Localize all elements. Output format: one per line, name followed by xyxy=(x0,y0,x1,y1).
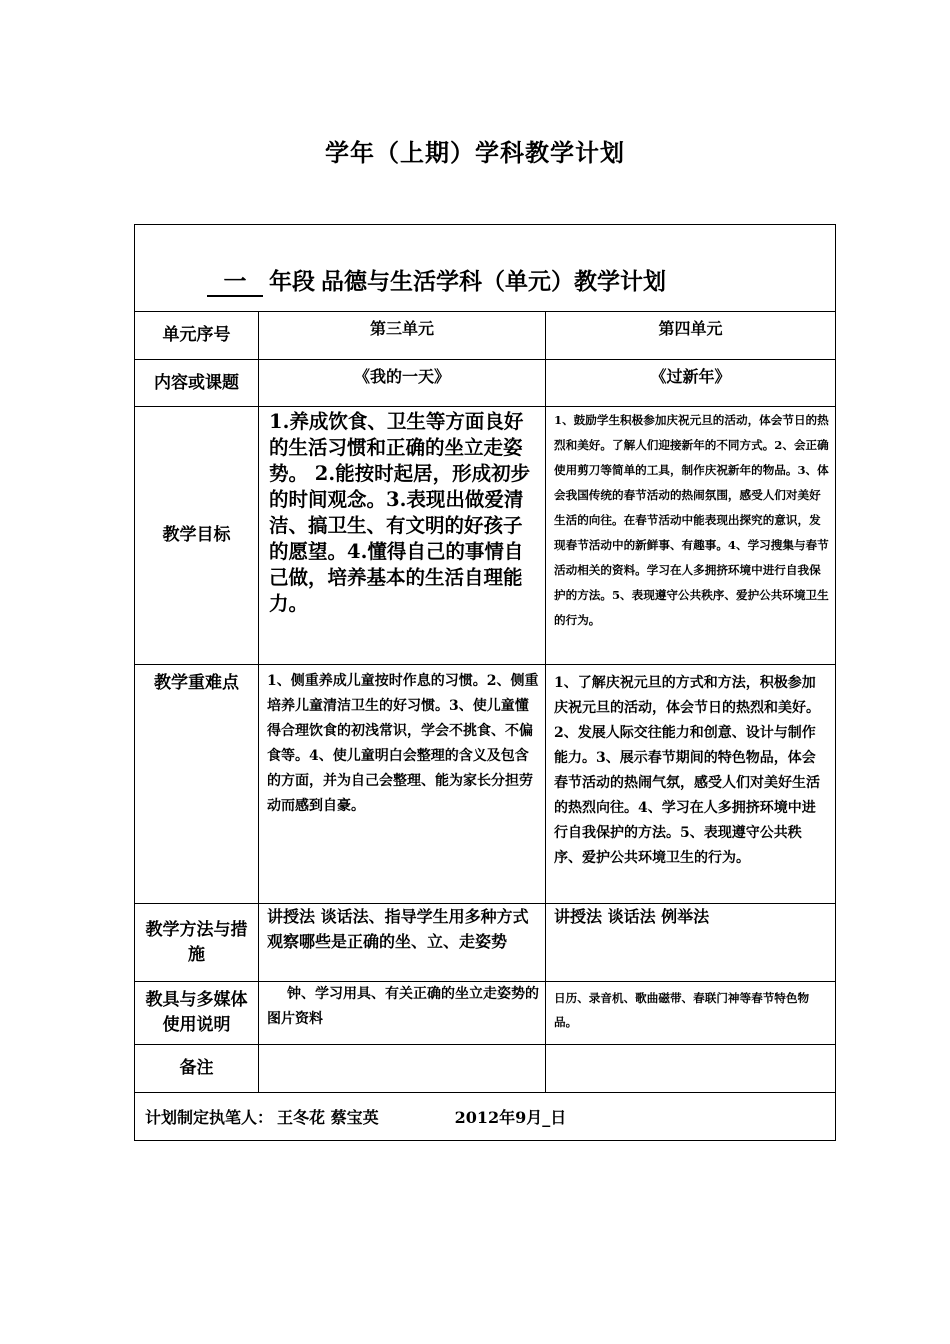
key-points-unit-four: 1、了解庆祝元旦的方式和方法，积极参加庆祝元旦的活动，体会节日的热烈和美好。2、发展人际交往能力和创意、设计与制作能力。3、展示春节期间的特色物品，体会春节活动的热闹气氛，感受人们对美好生活的热烈向往。4、学习在人多拥挤环境中进行自我保护的方法。5、表现遵守公共秩序、爱护公共环境卫生的行为。 xyxy=(554,675,820,866)
media-unit-three: 钟、学习用具、有关正确的坐立走姿势的图片资料 xyxy=(259,982,546,1044)
goals-unit-three: 1.养成饮食、卫生等方面良好的生活习惯和正确的坐立走姿势。 2.能按时起居，形成初步的时间观念。3.表现出做爱清洁、搞卫生、有文明的好孩子的愿望。4.懂得自己的事情自己做，培养基本的生活自理能力。 xyxy=(259,407,546,664)
label-teaching-goals: 教学目标 xyxy=(135,407,259,664)
unit-four-header: 第四单元 xyxy=(658,319,723,338)
plan-footer xyxy=(135,1092,835,1140)
author-names: 王冬花 蔡宝英 xyxy=(277,1108,379,1127)
grade-blank: 一 xyxy=(207,269,263,297)
row-teaching-goals xyxy=(135,406,835,664)
subject-title: 品德与生活学科（单元）教学计划 xyxy=(321,268,666,295)
label-remarks: 备注 xyxy=(135,1045,259,1092)
author-label: 计划制定执笔人： xyxy=(145,1108,274,1127)
plan-table xyxy=(134,224,836,1141)
page-title: 学年（上期）学科教学计划 xyxy=(325,138,625,167)
plan-date: 2012年9月_日 xyxy=(454,1108,567,1127)
remarks-unit-three xyxy=(259,1045,546,1092)
goals-unit-four: 1、鼓励学生积极参加庆祝元旦的活动，体会节日的热烈和美好。了解人们迎接新年的不同方式。2、会正确使用剪刀等简单的工具，制作庆祝新年的物品。3、体会我国传统的春节活动的热闹氛围，感受人们对美好生活的向往。在春节活动中能表现出探究的意识，发现春节活动中的新鲜事、有趣事。4、学习搜集与春节活动相关的资料。学习在人多拥挤环境中进行自我保护的方法。5、表现遵守公共秩序、爱护公共环境卫生的行为。 xyxy=(554,413,829,627)
label-key-points: 教学重难点 xyxy=(135,665,259,903)
remarks-unit-four xyxy=(546,1045,835,1092)
media-unit-four: 日历、录音机、歌曲磁带、春联门神等春节特色物品。 xyxy=(554,991,810,1029)
row-remarks xyxy=(135,1044,835,1092)
label-media: 教具与多媒体使用说明 xyxy=(135,982,259,1044)
row-media xyxy=(135,981,835,1044)
plan-banner xyxy=(135,225,835,311)
row-topic xyxy=(135,359,835,406)
unit-three-header: 第三单元 xyxy=(259,312,546,359)
row-unit-number xyxy=(135,311,835,359)
label-unit-number: 单元序号 xyxy=(135,312,259,359)
grade-suffix: 年段 xyxy=(269,268,315,295)
row-methods xyxy=(135,903,835,981)
label-methods: 教学方法与措施 xyxy=(135,904,259,981)
topic-unit-four: 《过新年》 xyxy=(650,367,731,386)
methods-unit-three: 讲授法 谈话法、指导学生用多种方式观察哪些是正确的坐、立、走姿势 xyxy=(259,904,546,981)
row-key-points xyxy=(135,664,835,903)
topic-unit-three: 《我的一天》 xyxy=(259,360,546,406)
label-topic: 内容或课题 xyxy=(135,360,259,406)
methods-unit-four: 讲授法 谈话法 例举法 xyxy=(554,907,710,926)
key-points-unit-three: 1、侧重养成儿童按时作息的习惯。2、侧重培养儿童清洁卫生的好习惯。3、使儿童懂得合理饮食的初浅常识，学会不挑食、不偏食等。4、使儿童明白会整理的含义及包含的方面，并为自己会整理、能为家长分担劳动而感到自豪。 xyxy=(259,665,546,903)
